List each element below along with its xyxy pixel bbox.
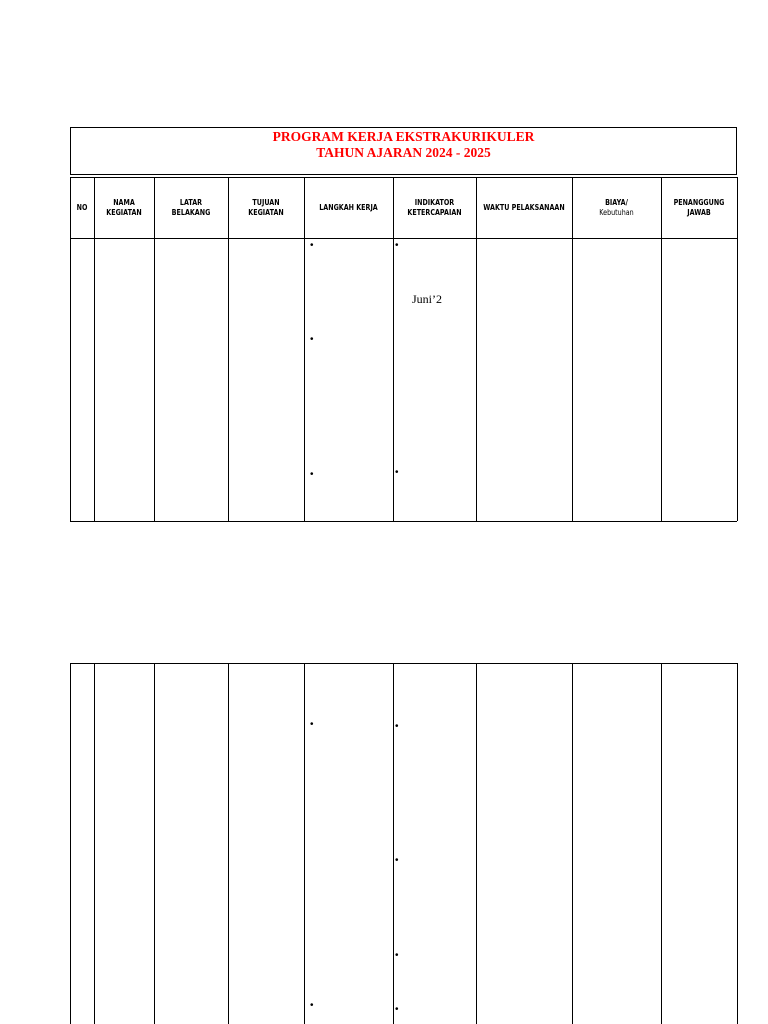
bullet-marker: • bbox=[310, 469, 314, 480]
document-subtitle: TAHUN AJARAN 2024 - 2025 bbox=[316, 145, 491, 160]
header-penanggung-jawab bbox=[667, 177, 732, 238]
table-2-col-line bbox=[228, 663, 229, 1024]
bullet-marker: • bbox=[395, 467, 399, 478]
header-nama-line2: KEGIATAN bbox=[106, 207, 142, 217]
header-biaya-line2: Kebutuhan bbox=[599, 207, 634, 217]
bullet-marker: • bbox=[310, 719, 314, 730]
table-2-col-line bbox=[661, 663, 662, 1024]
bullet-marker: • bbox=[310, 240, 314, 251]
header-biaya bbox=[579, 177, 655, 238]
table-1-col-line bbox=[572, 177, 573, 521]
table-2-col-line bbox=[476, 663, 477, 1024]
table-1-col-line bbox=[154, 177, 155, 521]
header-tujuan-kegiatan bbox=[234, 177, 299, 238]
header-tujuan-text: TUJUAN KEGIATAN bbox=[248, 197, 284, 217]
bullet-marker: • bbox=[395, 240, 399, 251]
table-1-bottom-border bbox=[70, 521, 737, 522]
table-2-top-border bbox=[70, 663, 737, 664]
table-2-col-line bbox=[737, 663, 738, 1024]
header-langkah-text: LANGKAH KERJA bbox=[319, 202, 378, 212]
bullet-marker: • bbox=[395, 950, 399, 961]
header-indikator bbox=[399, 177, 470, 238]
table-1-col-line bbox=[228, 177, 229, 521]
table-2-col-line bbox=[94, 663, 95, 1024]
header-no-text: NO bbox=[76, 202, 88, 212]
header-indikator-line1: INDIKATOR bbox=[414, 197, 455, 207]
document-title-box bbox=[70, 127, 737, 175]
header-latar-belakang bbox=[160, 177, 223, 238]
table-1-col-line bbox=[94, 177, 95, 521]
header-latar-text: LATAR BELAKANG bbox=[171, 197, 211, 217]
table-1-col-line bbox=[393, 177, 394, 521]
table-2-col-line bbox=[70, 663, 71, 1024]
header-nama-line1: NAMA bbox=[113, 197, 135, 207]
header-waktu-text: WAKTU PELAKSANAAN bbox=[483, 202, 565, 212]
header-nama-kegiatan bbox=[99, 177, 150, 238]
indikator-note: Juni’2 bbox=[412, 292, 442, 306]
table-2-col-line bbox=[304, 663, 305, 1024]
header-indikator-line2: KETERCAPAIAN bbox=[407, 207, 462, 217]
header-waktu-pelaksanaan bbox=[483, 177, 565, 238]
table-2-col-line bbox=[393, 663, 394, 1024]
bullet-marker: • bbox=[310, 1000, 314, 1011]
header-pj-line1: PENANGGUNG bbox=[673, 197, 725, 207]
table-2-col-line bbox=[572, 663, 573, 1024]
header-langkah-kerja bbox=[311, 177, 387, 238]
table-1-col-line bbox=[304, 177, 305, 521]
header-biaya-line1: BIAYA/ bbox=[605, 197, 628, 207]
document-title: PROGRAM KERJA EKSTRAKURIKULER bbox=[272, 129, 535, 144]
header-pj-line2: JAWAB bbox=[687, 207, 711, 217]
table-1-col-line bbox=[476, 177, 477, 521]
bullet-marker: • bbox=[395, 855, 399, 866]
table-2-col-line bbox=[154, 663, 155, 1024]
bullet-marker: • bbox=[395, 721, 399, 732]
table-1-col-line bbox=[737, 177, 738, 521]
bullet-marker: • bbox=[395, 1004, 399, 1015]
header-no bbox=[72, 177, 92, 238]
table-1-header-divider bbox=[70, 238, 737, 239]
table-1-col-line bbox=[661, 177, 662, 521]
bullet-marker: • bbox=[310, 334, 314, 345]
